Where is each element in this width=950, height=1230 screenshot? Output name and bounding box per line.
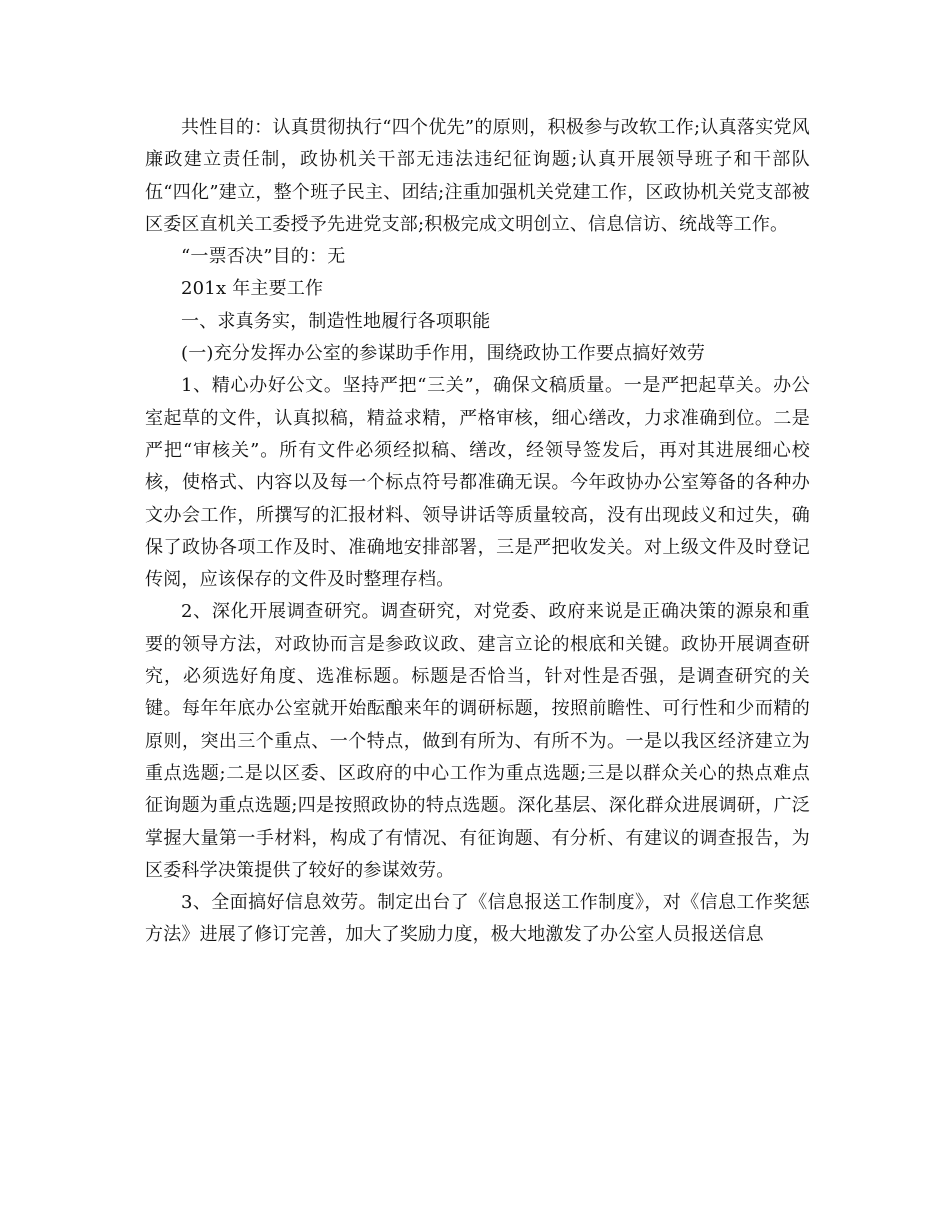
paragraph-veto-goals: “一票否决”目的：无	[181, 246, 346, 268]
paragraph-annual-work-heading: 201x 年主要工作	[181, 278, 324, 300]
paragraph-section-one-heading: 一、求真务实，制造性地履行各项职能	[181, 310, 491, 332]
paragraph-common-goals: 共性目的：认真贯彻执行“四个优先”的原则，积极参与改软工作;认真落实党风廉政建立责任制，政协机关干部无违法违纪征询题;认真开展领导班子和干部队伍“四化”建立，整个班子民主、团结;注重加强机关党建工作，区政协机关党支部被区委区直机关工委授予先进党支部;积极完成文明创立、信息信访、统战等工作。	[145, 117, 810, 235]
paragraph-subsection-one-heading: (一)充分发挥办公室的参谋助手作用，围绕政协工作要点搞好效劳	[181, 343, 706, 365]
document-body	[145, 112, 810, 952]
paragraph-item-documents: 1、精心办好公文。坚持严把“三关”，确保文稿质量。一是严把起草关。办公室起草的文件，认真拟稿，精益求精，严格审核，细心缮改，力求准确到位。二是严把“审核关”。所有文件必须经拟稿、缮改，经领导签发后，再对其进展细心校核，使格式、内容以及每一个标点符号都准确无误。今年政协办公室筹备的各种办文办会工作，所撰写的汇报材料、领导讲话等质量较高，没有出现歧义和过失，确保了政协各项工作及时、准确地安排部署，三是严把收发关。对上级文件及时登记传阅，应该保存的文件及时整理存档。	[145, 375, 810, 591]
paragraph-item-information: 3、全面搞好信息效劳。制定出台了《信息报送工作制度》，对《信息工作奖惩方法》进展了修订完善，加大了奖励力度，极大地激发了办公室人员报送信息	[145, 892, 810, 946]
paragraph-item-research: 2、深化开展调查研究。调查研究，对党委、政府来说是正确决策的源泉和重要的领导方法，对政协而言是参政议政、建言立论的根底和关键。政协开展调查研究，必须选好角度、选准标题。标题是否恰当，针对性是否强，是调查研究的关键。每年年底办公室就开始酝酿来年的调研标题，按照前瞻性、可行性和少而精的原则，突出三个重点、一个特点，做到有所为、有所不为。一是以我区经济建立为重点选题;二是以区委、区政府的中心工作为重点选题;三是以群众关心的热点难点征询题为重点选题;四是按照政协的特点选题。深化基层、深化群众进展调研，广泛掌握大量第一手材料，构成了有情况、有征询题、有分析、有建议的调查报告，为区委科学决策提供了较好的参谋效劳。	[145, 601, 810, 881]
